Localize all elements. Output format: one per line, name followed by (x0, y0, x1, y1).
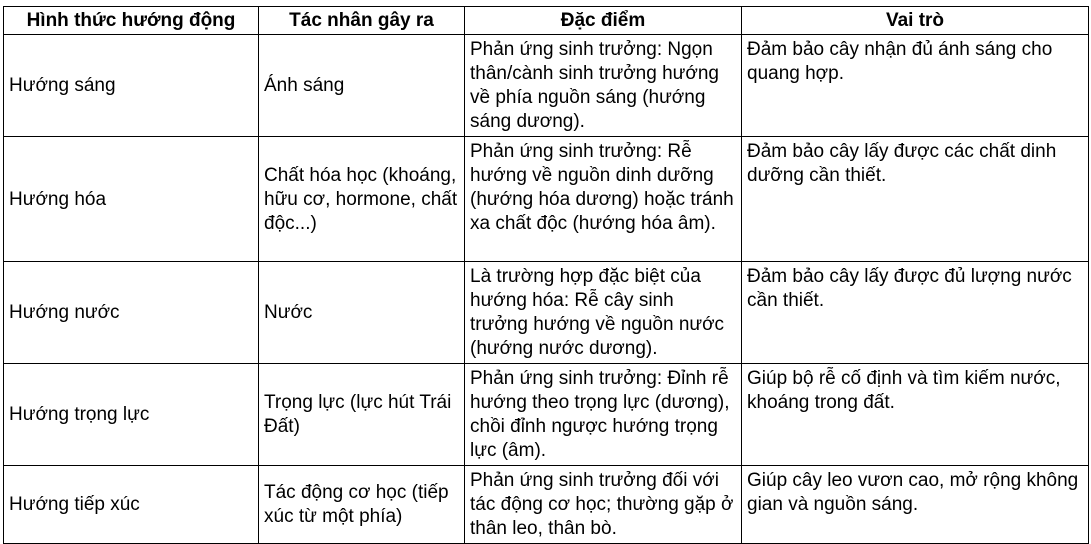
cell-agent: Tác động cơ học (tiếp xúc từ một phía) (259, 466, 465, 544)
cell-agent: Ánh sáng (259, 35, 465, 137)
cell-form: Hướng sáng (4, 35, 259, 137)
table-row (4, 466, 1089, 544)
cell-role: Đảm bảo cây lấy được các chất dinh dưỡng cần thiết. (742, 137, 1089, 262)
header-form: Hình thức hướng động (4, 7, 259, 35)
cell-feature: Là trường hợp đặc biệt của hướng hóa: Rễ cây sinh trưởng hướng về nguồn nước (hướng nước dương). (465, 262, 742, 364)
table-row (4, 35, 1089, 137)
table-header-row (4, 7, 1089, 35)
table-row (4, 137, 1089, 262)
header-feature: Đặc điểm (465, 7, 742, 35)
cell-form: Hướng trọng lực (4, 364, 259, 466)
cell-form: Hướng tiếp xúc (4, 466, 259, 544)
cell-agent: Chất hóa học (khoáng, hữu cơ, hormone, chất độc...) (259, 137, 465, 262)
cell-feature: Phản ứng sinh trưởng: Rễ hướng về nguồn dinh dưỡng (hướng hóa dương) hoặc tránh xa chất độc (hướng hóa âm). (465, 137, 742, 262)
cell-role: Đảm bảo cây nhận đủ ánh sáng cho quang hợp. (742, 35, 1089, 137)
header-role: Vai trò (742, 7, 1089, 35)
cell-agent: Trọng lực (lực hút Trái Đất) (259, 364, 465, 466)
cell-feature: Phản ứng sinh trưởng: Đỉnh rễ hướng theo trọng lực (dương), chồi đỉnh ngược hướng trọng lực (âm). (465, 364, 742, 466)
cell-form: Hướng nước (4, 262, 259, 364)
cell-agent: Nước (259, 262, 465, 364)
cell-feature: Phản ứng sinh trưởng: Ngọn thân/cành sinh trưởng hướng về phía nguồn sáng (hướng sáng dương). (465, 35, 742, 137)
cell-feature: Phản ứng sinh trưởng đối với tác động cơ học; thường gặp ở thân leo, thân bò. (465, 466, 742, 544)
table-row (4, 364, 1089, 466)
cell-role: Giúp bộ rễ cố định và tìm kiếm nước, khoáng trong đất. (742, 364, 1089, 466)
cell-form: Hướng hóa (4, 137, 259, 262)
table-row (4, 262, 1089, 364)
tropism-table (3, 6, 1089, 544)
cell-role: Giúp cây leo vươn cao, mở rộng không gian và nguồn sáng. (742, 466, 1089, 544)
cell-role: Đảm bảo cây lấy được đủ lượng nước cần thiết. (742, 262, 1089, 364)
header-agent: Tác nhân gây ra (259, 7, 465, 35)
